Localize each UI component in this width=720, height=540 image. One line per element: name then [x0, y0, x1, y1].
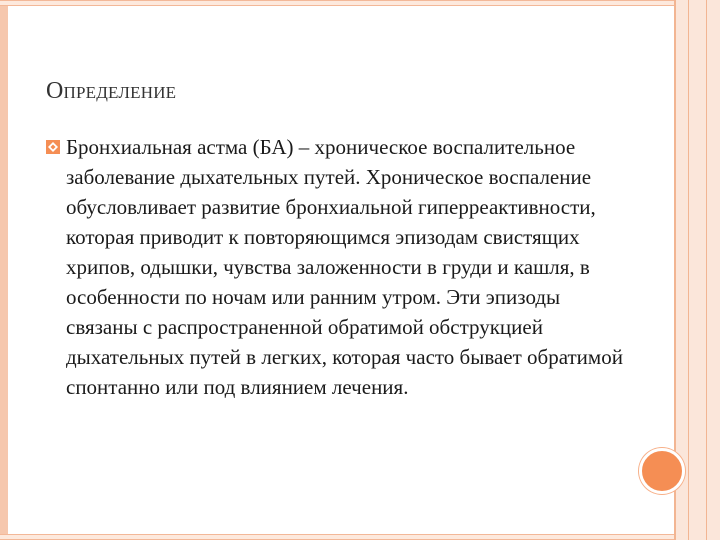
left-border — [0, 0, 8, 540]
decorative-circle — [639, 448, 685, 494]
bullet-text: Бронхиальная астма (БА) – хроническое воспалительное заболевание дыхательных путей. Хроническое воспаление обусловливает развитие бронхиальной гиперреактивности, которая приводит к повторяющимся эпизодам свистящих хрипов, одышки, чувства заложенности в груди и кашля, в особенности по ночам или ранним утром. Эти эпизоды связаны с распространенной обратимой обструкцией дыхательных путей в легких, которая часто бывает обратимой спонтанно или под влиянием лечения. — [66, 135, 623, 399]
top-border — [0, 0, 680, 6]
diamond-bullet-icon — [46, 140, 60, 154]
right-decorative-line — [688, 0, 689, 540]
right-decorative-band — [676, 0, 720, 540]
bottom-border — [0, 534, 680, 540]
bullet-item — [46, 132, 626, 402]
slide-title: Определение — [46, 78, 177, 104]
right-decorative-line — [706, 0, 707, 540]
